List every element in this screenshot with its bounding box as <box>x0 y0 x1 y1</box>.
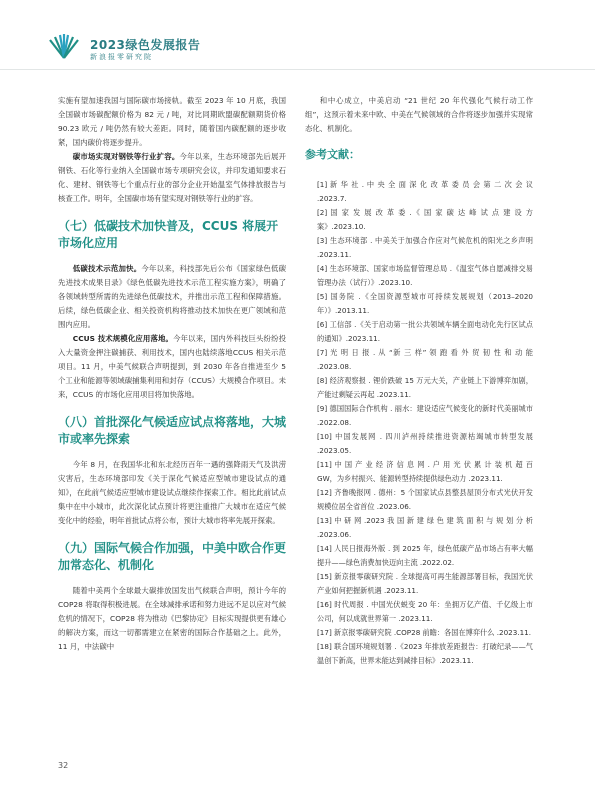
reference-item: [6] 工信部 .《关于启动第一批公共领域车辆全面电动化先行区试点的通知》.2023.11. <box>317 320 533 343</box>
paragraph-body: 今年以来，科技部先后公布《国家绿色低碳先进技术成果目录》《绿色低碳先进技术示范工程实施方案》，明确了各领域转型所需的先进绿色低碳技术，并推出示范工程和保障措施。后续，绿色低碳企业、相关投资机构将推动技术加快在更广领域和范围内应用。 <box>58 264 286 329</box>
report-title: 2023绿色发展报告 <box>90 38 201 52</box>
references-heading: 参考文献： <box>305 148 360 161</box>
reference-item: [15] 新京报零碳研究院 . 全球提高可再生能源部署目标，我国光伏产业如何把握新机遇 .2023.11. <box>317 572 533 595</box>
paragraph: 和中心成立，中美启动 “21 世纪 20 年代强化气候行动工作组”，这预示着未来中欧、中美在气候领域的合作将逐步加强并实现常态化、机制化。 <box>305 96 533 133</box>
report-logo-icon <box>44 34 84 60</box>
reference-item: [5] 国务院 .《全国资源型城市可持续发展规划（2013–2020 年）》.2013.11. <box>317 292 533 315</box>
left-column <box>58 94 286 654</box>
paragraph: 今年 8 月，在我国华北和东北经历百年一遇的强降雨天气及洪涝灾害后，生态环境部印发《关于深化气候适应型城市建设试点的通知》，在此前气候适应型城市建设试点继续作探索工作。相比此前试点集中在中小城市，此次深化试点预计将更注重推广大城市在适应气候变化中的经验，明年首批试点将公布，预计大城市将率先展开探索。 <box>58 460 286 525</box>
page-number: 32 <box>58 761 69 770</box>
page-header <box>0 0 595 70</box>
section-heading-8: （八）首批深化气候适应试点将落地，大城市或率先探索 <box>58 415 287 446</box>
section-heading-9: （九）国际气候合作加强，中美中欧合作更加常态化、机制化 <box>58 541 287 572</box>
reference-item: [17] 新京报零碳研究院 .COP28 前瞻：各国在博弈什么 .2023.11. <box>317 628 532 637</box>
reference-item: [11] 中 国 产 业 经 济 信 息 网 . 户 用 光 伏 累 计 装 机 超 百 GW，为乡村振兴、能源转型持续提供绿色动力 .2023.11. <box>317 460 533 483</box>
paragraph <box>58 262 286 332</box>
report-subtitle: 新浪报零研究院 <box>90 53 153 61</box>
header-divider <box>0 69 595 70</box>
reference-item: [2] 国 家 发 展 改 革 委 .《 国 家 碳 达 峰 试 点 建 设 方 案》.2023.10. <box>317 208 533 231</box>
reference-item: [13] 中 研 网 .2023 我 国 新 建 绿 色 建 筑 面 积 与 规 划 分 析 .2023.06. <box>317 516 533 539</box>
reference-item: [12] 齐鲁晚报网 . 德州：5 个国家试点县整县屋顶分布式光伏开发规模位居全省首位 .2023.06. <box>317 488 533 511</box>
reference-item: [18] 联合国环境规划署 .《2023 年排放差距报告：打破纪录——气温创下新高，世界未能达到减排目标》.2023.11. <box>317 642 533 665</box>
references-list <box>305 178 533 668</box>
reference-item: [8] 经济观察报 . 锂价跌破 15 万元大关，产业链上下游博弈加剧，产能过剩疑云再起 .2023.11. <box>317 376 533 399</box>
reference-item: [14] 人民日报海外版 . 到 2025 年，绿色低碳产品市场占有率大幅提升——绿色消费加快迈向主流 .2022.02. <box>317 544 533 567</box>
paragraph-body: 今年以来，生态环境部先后展开钢铁、石化等行业纳入全国碳市场专项研究会议，并印发通知要求石化、建材、钢铁等七个重点行业的部分企业开始温室气体排放报告与核查工作。明年，全国碳市场有望实现对钢铁等行业的扩容。 <box>58 152 286 203</box>
reference-item: [3] 生态环境部 . 中美关于加强合作应对气候危机的阳光之乡声明 .2023.11. <box>317 236 533 259</box>
paragraph: 随着中美两个全球最大碳排放国发出气候联合声明，预计今年的 COP28 将取得积极进展。在全球减排承诺和努力进远不足以应对气候危机的情况下，COP28 将为推动《巴黎协定》目标实现提供更有雄心的解决方案，而这一切都需建立在紧密的国际合作基础之上。此外，11 月，中法碳中 <box>58 586 286 651</box>
right-column <box>305 94 533 668</box>
paragraph: 实施有望加速我国与国际碳市场接轨。截至 2023 年 10 月底，我国全国碳市场碳配额价格为 82 元 / 吨，对比同期欧盟碳配额期货价格 90.23 欧元 / 吨仍然有较大差距。同时，随着国内碳配额的逐步收紧，国内碳价将逐步提升。 <box>58 96 286 147</box>
paragraph-lead: CCUS 技术规模化应用落地。 <box>72 334 174 343</box>
section-heading-7: （七）低碳技术加快普及，CCUS 将展开市场化应用 <box>58 219 279 250</box>
paragraph-lead: 碳市场实现对钢铁等行业扩容。 <box>72 152 180 161</box>
reference-item: [4] 生态环境部、国家市场监督管理总局 .《温室气体自愿减排交易管理办法（试行）》.2023.10. <box>317 264 533 287</box>
paragraph <box>58 150 286 206</box>
reference-item: [9] 德国国际合作机构 . 丽水：建设适应气候变化的新时代美丽城市 .2022.08. <box>317 404 533 427</box>
paragraph-lead: 低碳技术示范加快。 <box>72 264 142 273</box>
paragraph <box>58 332 286 402</box>
reference-item: [1] 新 华 社 . 中 央 全 面 深 化 改 革 委 员 会 第 二 次 会 议 .2023.7. <box>317 180 533 203</box>
reference-item: [10] 中国发展网 . 四川泸州持续推进资源枯竭城市转型发展 .2023.05. <box>317 432 533 455</box>
paragraph-body: 今年以来，国内外科技巨头纷纷投入大量资金押注碳捕获、利用技术，国内也陆续落地CCUS 相关示范项目。11 月，中美气候联合声明提到，到 2030 年各自推进至少 5 个工业和能源等领域碳捕集利用和封存（CCUS）大规模合作项目。未来，CCUS 的市场化应用项目将加快落地。 <box>58 334 286 399</box>
reference-item: [7] 光 明 日 报 . 从 “新 三 样” 领 跑 看 外 贸 韧 性 和 动 能 .2023.08. <box>317 348 533 371</box>
reference-item: [16] 时代周报 . 中国光伏蜕变 20 年：坐拥万亿产值、千亿级上市公司，何以成就世界第一 .2023.11. <box>317 600 533 623</box>
